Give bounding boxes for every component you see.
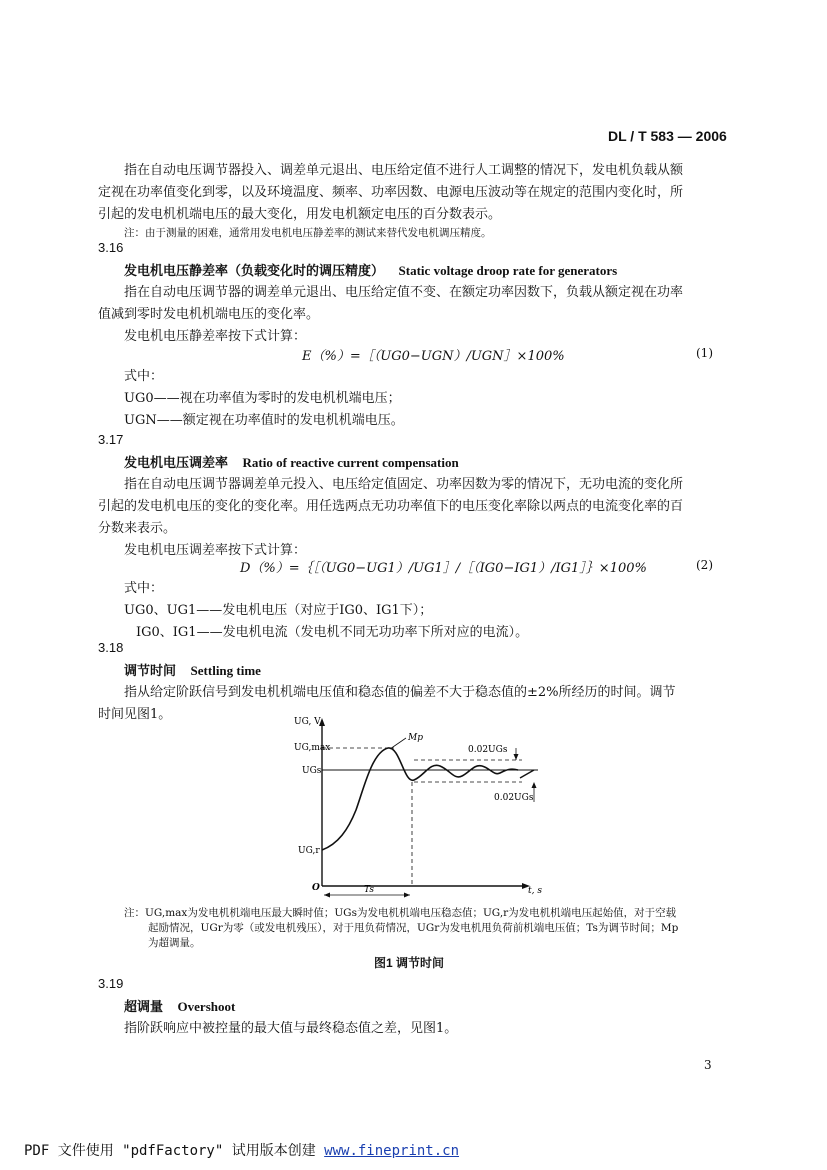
mp-pointer xyxy=(390,738,406,749)
ts-arrow-right xyxy=(404,893,410,898)
section-3-18-line-1: 指从给定阶跃信号到发电机机端电压值和稳态值的偏差不大于稳态值的±2%所经历的时间。调节 xyxy=(124,685,676,700)
upper-band-arrowhead xyxy=(514,754,519,760)
intro-line-3: 引起的发电机机端电压的最大变化，用发电机额定电压的百分数表示。 xyxy=(98,207,502,222)
steady-state-stroke xyxy=(520,770,534,778)
step-response-curve xyxy=(322,748,518,850)
section-3-16-def-2: UGN——额定视在功率值时的发电机机端电压。 xyxy=(124,413,404,428)
section-3-17-title xyxy=(124,452,459,475)
ug-max-label: UG,max xyxy=(294,743,331,753)
footer-text: PDF 文件使用 "pdfFactory" 试用版本创建 xyxy=(24,1143,325,1159)
section-3-16-line-1: 指在自动电压调节器的调差单元退出、电压给定值不变、在额定功率因数下，负载从额定视在功率 xyxy=(124,285,684,300)
origin-label: O xyxy=(312,883,320,893)
document-id-header: DL / T 583 — 2006 xyxy=(608,128,727,144)
section-3-16-formula-intro: 发电机电压静差率按下式计算： xyxy=(124,329,307,344)
section-3-18-number: 3.18 xyxy=(98,640,124,655)
formula-1-number: (1) xyxy=(696,346,713,360)
figure-caption: 图1 调节时间 xyxy=(374,956,445,970)
section-3-17-title-en: Ratio of reactive current compensation xyxy=(242,455,459,470)
section-3-18-line-2: 时间见图1。 xyxy=(98,707,172,722)
section-3-16-title xyxy=(124,260,617,283)
note-1: 注：由于测量的困难，通常用发电机电压静差率的测试来替代发电机调压精度。 xyxy=(124,227,492,239)
section-3-16-def-1: UG0——视在功率值为零时的发电机机端电压； xyxy=(124,391,401,406)
section-3-16-title-cn: 发电机电压静差率（负载变化时的调压精度） xyxy=(124,264,385,279)
ts-label: Ts xyxy=(364,885,374,895)
mp-label: Mp xyxy=(408,733,423,743)
settling-time-figure xyxy=(290,712,560,902)
intro-line-1: 指在自动电压调节器投入、调差单元退出、电压给定值不进行人工调整的情况下，发电机负载从额 xyxy=(124,163,684,178)
section-3-17-where: 式中： xyxy=(124,581,164,596)
section-3-19-title-cn: 超调量 xyxy=(124,1000,164,1015)
section-3-17-line-2: 引起的发电机电压的变化的变化率。用任选两点无功功率值下的电压变化率除以两点的电流变化率的百 xyxy=(98,499,684,514)
section-3-17-def-1: UG0、UG1——发电机电压（对应于IG0、IG1下）； xyxy=(124,603,433,618)
formula-1: E（%）=［（UG0−UGN）/UGN］×100% xyxy=(302,349,565,364)
section-3-17-line-1: 指在自动电压调节器调差单元投入、电压给定值固定、功率因数为零的情况下，无功电流的变化所 xyxy=(124,477,684,492)
pdf-footer xyxy=(24,1140,459,1160)
x-axis-label: t, s xyxy=(528,886,542,896)
section-3-18-title xyxy=(124,660,261,683)
section-3-18-title-en: Settling time xyxy=(190,663,261,678)
figure-note-line-2: 起励情况，UGr为零（或发电机残压），对于甩负荷情况，UGr为发电机甩负荷前机端电压值；Ts为调节时间；Mp xyxy=(148,922,679,934)
section-3-17-formula-intro: 发电机电压调差率按下式计算： xyxy=(124,543,307,558)
ts-arrow-left xyxy=(324,893,330,898)
y-axis-label: UG, V xyxy=(294,717,321,727)
upper-band-label: 0.02UGs xyxy=(468,745,508,755)
formula-2-number: (2) xyxy=(696,558,713,572)
section-3-18-title-cn: 调节时间 xyxy=(124,664,177,679)
section-3-19-title-en: Overshoot xyxy=(177,999,236,1014)
section-3-17-title-cn: 发电机电压调差率 xyxy=(124,456,229,471)
section-3-19-number: 3.19 xyxy=(98,976,124,991)
section-3-17-def-2: IG0、IG1——发电机电流（发电机不同无功功率下所对应的电流）。 xyxy=(136,625,529,640)
section-3-17-number: 3.17 xyxy=(98,432,124,447)
footer-link[interactable]: www.fineprint.cn xyxy=(324,1143,460,1159)
section-3-16-number: 3.16 xyxy=(98,240,124,255)
section-3-17-line-3: 分数来表示。 xyxy=(98,521,177,536)
intro-line-2: 定视在功率值变化到零，以及环境温度、频率、功率因数、电源电压波动等在规定的范围内变化时，所 xyxy=(98,185,684,200)
section-3-19-line-1: 指阶跃响应中被控量的最大值与最终稳态值之差，见图1。 xyxy=(124,1021,458,1036)
ug-initial-label: UG,r xyxy=(298,846,320,856)
formula-2: D（%）=｛［（UG0−UG1）/UG1］/［（IG0−IG1）/IG1］｝×100% xyxy=(240,561,647,576)
section-3-16-title-en: Static voltage droop rate for generators xyxy=(398,263,618,278)
section-3-16-line-2: 值减到零时发电机机端电压的变化率。 xyxy=(98,307,320,322)
lower-band-label: 0.02UGs xyxy=(494,793,534,803)
page-number: 3 xyxy=(704,1058,712,1072)
lower-band-arrowhead xyxy=(532,782,537,788)
ug-steady-label: UGs xyxy=(302,766,322,776)
figure-note-line-1: 注：UG,max为发电机机端电压最大瞬时值；UGs为发电机机端电压稳态值；UG,r为发电机机端电压起始值，对于空载 xyxy=(124,907,677,919)
section-3-16-where: 式中： xyxy=(124,369,164,384)
figure-note-line-3: 为超调量。 xyxy=(148,937,201,949)
section-3-19-title xyxy=(124,996,235,1019)
